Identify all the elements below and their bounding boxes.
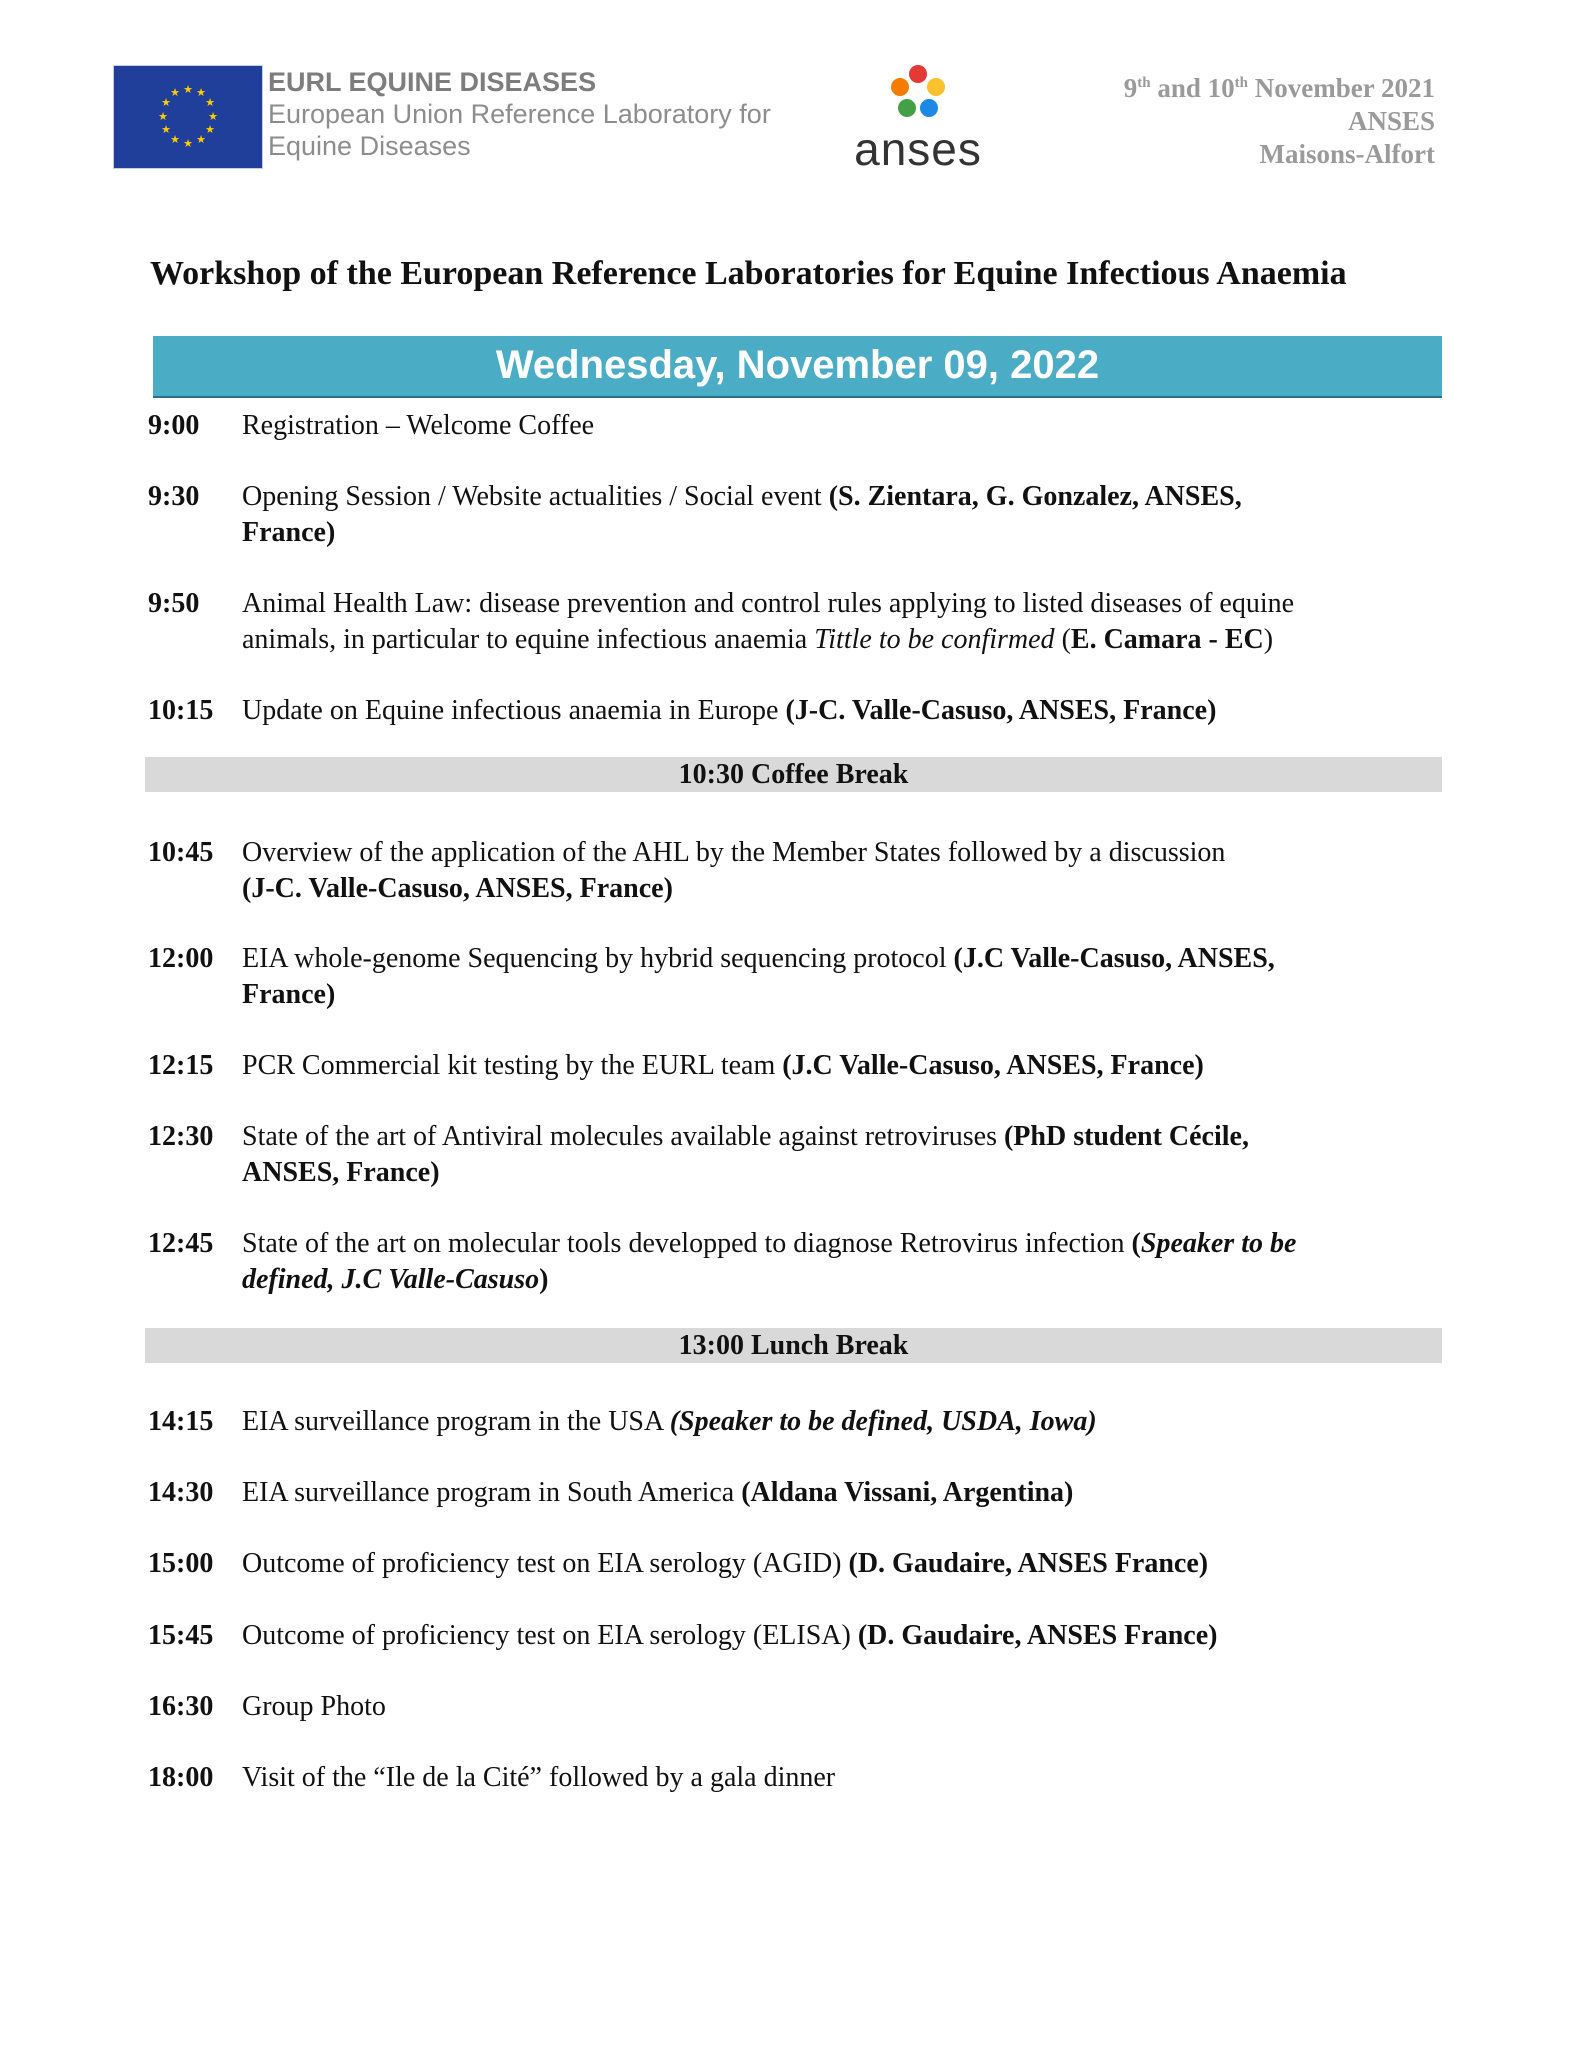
agenda-title: Update on Equine infectious anaemia in Europe xyxy=(242,695,786,726)
agenda-speaker: (D. Gaudaire, ANSES France) xyxy=(848,1548,1209,1579)
anses-wordmark: anses xyxy=(854,123,982,175)
eurl-subtitle-line1: European Union Reference Laboratory for xyxy=(268,99,771,129)
agenda-time: 9:00 xyxy=(148,410,200,441)
agenda-title: Registration – Welcome Coffee xyxy=(242,410,595,441)
eurl-title: EURL EQUINE DISEASES xyxy=(268,67,597,97)
agenda-time: 12:45 xyxy=(148,1228,214,1259)
agenda-time: 16:30 xyxy=(148,1691,214,1722)
agenda-speaker: (J.C Valle-Casuso, ANSES, xyxy=(953,943,1275,974)
agenda-title: Visit of the “Ile de la Cité” followed by a gala dinner xyxy=(242,1762,836,1793)
agenda-speaker: (J-C. Valle-Casuso, ANSES, France) xyxy=(242,873,673,904)
event-organizer: ANSES xyxy=(1347,106,1435,136)
svg-text:★: ★ xyxy=(170,133,180,146)
agenda-item xyxy=(148,941,1448,1013)
agenda-speaker-cont: ANSES, France) xyxy=(242,1157,440,1188)
agenda-item xyxy=(148,408,1448,444)
agenda-item xyxy=(148,1689,1448,1725)
agenda-speaker: (Aldana Vissani, Argentina) xyxy=(741,1477,1074,1508)
svg-text:★: ★ xyxy=(208,110,218,123)
agenda-speaker: (PhD student Cécile, xyxy=(1003,1121,1249,1152)
agenda-speaker-cont: defined, J.C Valle-Casuso xyxy=(242,1264,540,1295)
agenda-item: 9:50 Animal Health Law: disease prevention and control rules applying to listed diseases of equine animals, in particular to equine infectious anaemia Tittle to be confirmed (E. Camara - EC) xyxy=(148,588,1295,655)
agenda-title: State of the art on molecular tools developped to diagnose Retrovirus infection xyxy=(242,1228,1132,1259)
agenda-title: Outcome of proficiency test on EIA serology (AGID) xyxy=(242,1548,849,1579)
agenda-title: Outcome of proficiency test on EIA serology (ELISA) xyxy=(242,1620,858,1651)
lunch-break-bar: 13:00 Lunch Break xyxy=(145,1328,1442,1363)
svg-text:★: ★ xyxy=(205,123,215,136)
agenda-speaker-cont: France) xyxy=(242,979,336,1010)
agenda-time: 10:15 xyxy=(148,695,214,726)
page-title: Workshop of the European Reference Laboratories for Equine Infectious Anaemia xyxy=(150,255,1347,292)
agenda-time: 10:45 xyxy=(148,837,214,868)
day-banner: Wednesday, November 09, 2022 xyxy=(153,336,1442,398)
event-date: 9th and 10th November 2021 xyxy=(1123,73,1435,103)
agenda-speaker: (D. Gaudaire, ANSES France) xyxy=(857,1620,1218,1651)
agenda-speaker: (Speaker to be defined, USDA, Iowa) xyxy=(669,1406,1097,1437)
svg-text:★: ★ xyxy=(183,137,193,150)
svg-text:★: ★ xyxy=(183,83,193,96)
event-place: Maisons-Alfort xyxy=(1259,139,1435,169)
agenda-item: 12:45 State of the art on molecular tools developped to diagnose Retrovirus infection (Speaker to be defined, J.C Valle-Casuso) xyxy=(148,1228,1297,1295)
agenda-item xyxy=(148,1618,1448,1654)
svg-text:★: ★ xyxy=(205,96,215,109)
agenda-speaker: E. Camara - EC xyxy=(1070,624,1264,655)
svg-text:★: ★ xyxy=(196,133,206,146)
agenda-title: PCR Commercial kit testing by the EURL team xyxy=(242,1050,783,1081)
eurl-subtitle-line2: Equine Diseases xyxy=(268,131,471,161)
agenda-title-cont: animals, in particular to equine infectious anaemia xyxy=(242,624,815,655)
agenda-time: 18:00 xyxy=(148,1762,214,1793)
agenda-time: 12:15 xyxy=(148,1050,214,1081)
agenda-title: State of the art of Antiviral molecules available against retroviruses xyxy=(242,1121,1004,1152)
agenda-note: Tittle to be confirmed xyxy=(814,624,1055,655)
agenda-speaker: (J.C Valle-Casuso, ANSES, France) xyxy=(782,1050,1204,1081)
agenda-time: 12:30 xyxy=(148,1121,214,1152)
agenda-item xyxy=(148,1546,1448,1582)
agenda-item xyxy=(148,1048,1448,1084)
agenda-title: Group Photo xyxy=(242,1691,386,1722)
agenda-title: EIA surveillance program in the USA xyxy=(242,1406,670,1437)
agenda-title: Animal Health Law: disease prevention and control rules applying to listed diseases of equine xyxy=(242,588,1295,619)
agenda-item xyxy=(148,1760,1448,1796)
agenda-time: 14:30 xyxy=(148,1477,214,1508)
agenda-time: 15:45 xyxy=(148,1620,214,1651)
agenda-item xyxy=(148,1404,1448,1440)
agenda-speaker: (J-C. Valle-Casuso, ANSES, France) xyxy=(785,695,1217,726)
agenda-time: 9:50 xyxy=(148,588,200,619)
agenda-title: Overview of the application of the AHL by the Member States followed by a discussion xyxy=(242,837,1226,868)
agenda-title: EIA whole-genome Sequencing by hybrid sequencing protocol xyxy=(242,943,954,974)
agenda-item xyxy=(148,693,1448,729)
agenda-speaker: (S. Zientara, G. Gonzalez, ANSES, xyxy=(828,481,1242,512)
agenda-time: 14:15 xyxy=(148,1406,214,1437)
agenda-item xyxy=(148,479,1448,551)
svg-text:★: ★ xyxy=(161,123,171,136)
agenda-speaker-cont: France) xyxy=(242,517,336,548)
agenda-time: 12:00 xyxy=(148,943,214,974)
svg-text:★: ★ xyxy=(170,86,180,99)
coffee-break-bar: 10:30 Coffee Break xyxy=(145,757,1442,792)
svg-text:★: ★ xyxy=(161,96,171,109)
agenda-item xyxy=(148,835,1448,907)
agenda-speaker: Speaker to be xyxy=(1140,1228,1297,1259)
agenda-title: EIA surveillance program in South America xyxy=(242,1477,742,1508)
agenda-title: Opening Session / Website actualities / Social event xyxy=(242,481,829,512)
agenda-time: 15:00 xyxy=(148,1548,214,1579)
agenda-item xyxy=(148,1475,1448,1511)
agenda-time: 9:30 xyxy=(148,481,200,512)
svg-text:★: ★ xyxy=(158,110,168,123)
svg-text:★: ★ xyxy=(196,86,206,99)
agenda-item xyxy=(148,1119,1448,1191)
